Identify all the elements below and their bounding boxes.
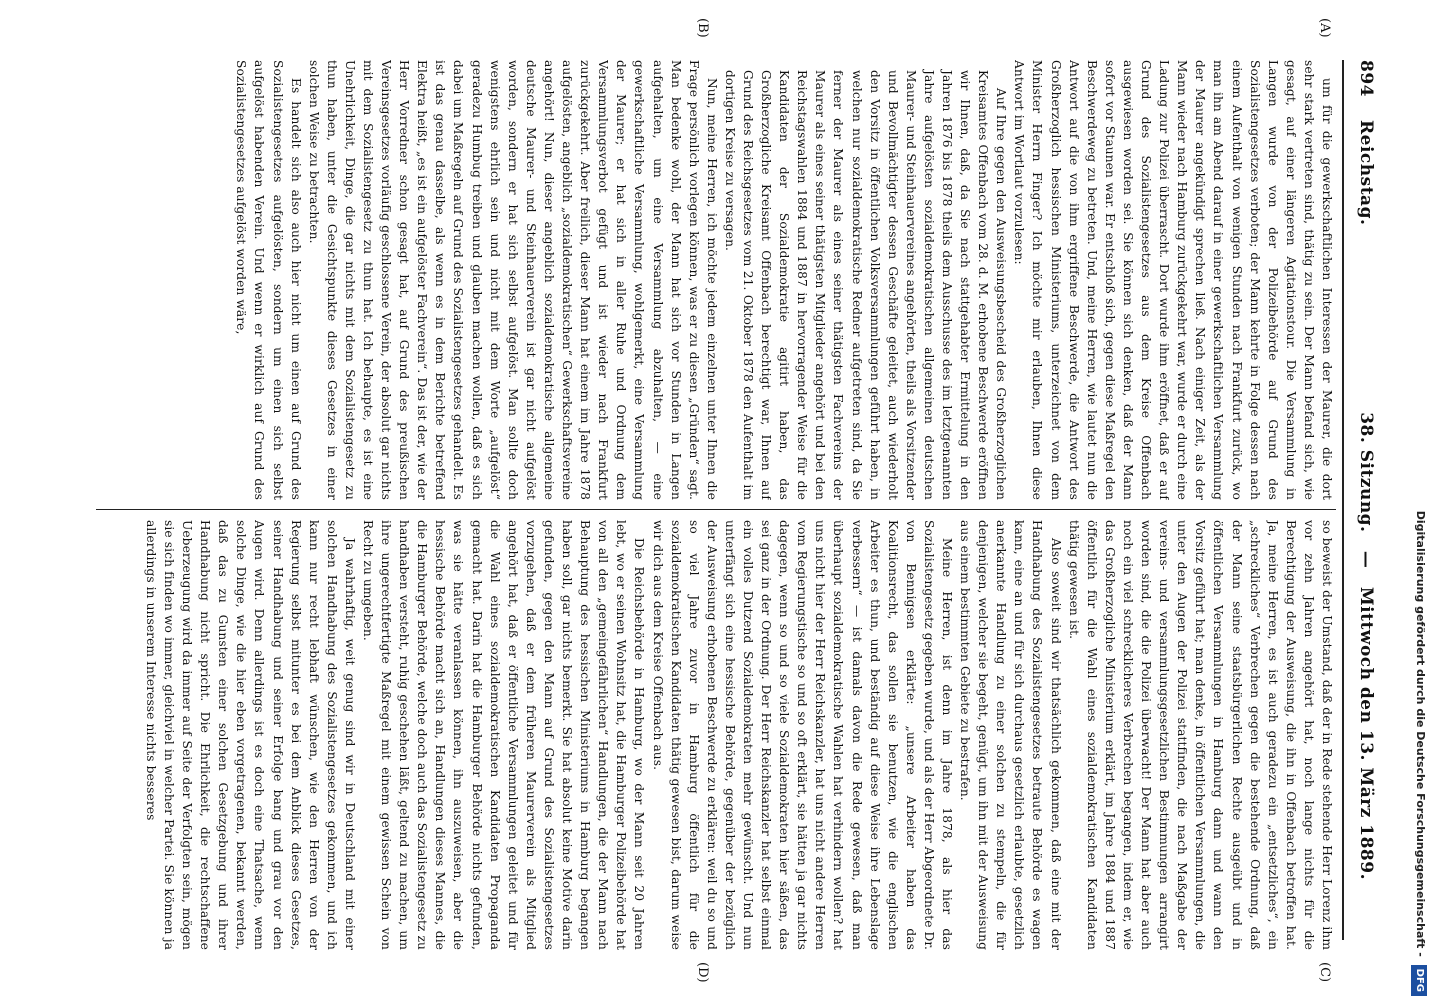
margin-marker-d: (D) xyxy=(695,962,710,983)
dfg-banner-text: Digitalisierung gefördert durch die Deutsche Forschungsgemeinschaft - xyxy=(1414,510,1427,957)
paragraph: Also soweit sind wir thatsächlich gekommen, daß eine mit der Handhabung des Sozialistengesetzes betraute Behörde es wagen kann, eine an und für sich durchaus gesetzlich erlaubte, gesetzlich anerkannte Handlung zu einer solchen zu stempeln, die für denjenigen, welcher sie begeht, genügt, um ihn mit der Ausweisung aus einem bestimmten Gebiete zu bestrafen. xyxy=(958,520,1063,950)
dfg-logo: DFG xyxy=(1411,965,1427,996)
margin-marker-c: (C) xyxy=(1317,962,1332,983)
header-date: Mittwoch den 13. März 1889. xyxy=(1356,586,1376,880)
paragraph: Ja wahrhaftig, weit genug sind wir in Deutschland mit einer solchen Handhabung des Sozialistengesetzes gekommen, und ich kann nur recht lebhaft wünschen, wie den Herren von der Regierung selbst mitunter es bei dem Anblick dieses Gesetzes, seiner Handhabung und seiner Erfolge bang und grau vor den Augen wird. Denn allerdings ist es doch eine Thatsache, wenn solche Dinge, wie die hier eben vorgetragenen, bekannt werden, daß das zu Gunsten einer solchen Gesetzgebung und ihrer Handhabung nicht spricht. Die Ehrlichkeit, die rechtschaffene Ueberzeugung wird da immer auf Seite der Verfolgten sein, mögen sie sich finden wo immer, gleichviel in welcher Partei. Sie können ja allerdings in unserem Interesse nichts besseres xyxy=(143,520,357,950)
paragraph: Nun, meine Herren, ich möchte jedem einzelnen unter Ihnen die Frage persönlich vorlegen können, was er zu diesen „Gründen“ sagt. Man bedenke wohl, der Mann hat sich vor Stunden in Langen aufgehalten, um eine Versammlung abzuhalten, — eine gewerkschaftliche Versammlung, wohlgemerkt, eine Versammlung der Maurer; er hat sich in aller Ruhe und Ordnung dem Versammlungsverbot gefügt und ist wieder nach Frankfurt zurückgekehrt. Aber freilich, dieser Mann hat einem im Jahre 1878 aufgelösten, angeblich „sozialdemokratischen“ Gewerkschaftsvereine angehört! Nun, dieser angeblich sozialdemokratische allgemeine deutsche Maurer- und Steinhauerverein ist gar nicht aufgelöst worden, sondern er hat sich selbst aufgelöst. Man sollte doch wenigstens ehrlich sein und nicht mit dem Worte „aufgelöst“ geradezu Humbug treiben und glauben machen wollen, daß es sich dabei um Maßregeln auf Grund des Sozialistengesetzes gehandelt. Es ist das genau dasselbe, als wenn es in dem Berichte betreffend Elektra heißt, „es ist ein aufgelöster Fachverein“. Das ist der, wie der Herr Vorredner schon gesagt hat, auf Grund des preußischen Vereinsgesetzes vorläufig geschlossene Verein, der absolut gar nichts mit dem Sozialistengesetz zu thun hat. Ich behaupte, es ist eine Unehrlichkeit, Dinge, die gar nichts mit dem Sozialistengesetz zu thun haben, unter die Gesichtspunkte dieses Gesetzes in einer solchen Weise zu betrachten. xyxy=(306,60,719,500)
right-column xyxy=(86,520,1336,950)
header-rule xyxy=(1342,60,1344,940)
dfg-banner xyxy=(1410,6,1430,996)
page-header xyxy=(1344,60,1384,940)
page-number: 894 xyxy=(1356,60,1376,97)
paragraph: Auf Ihre gegen den Ausweisungsbescheid des Großherzoglichen Kreisamtes Offenbach vom 28. d. M. erhobene Beschwerde eröffnen wir Ihnen, daß, da Sie nach stattgehabter Ermittelung in den Jahren 1876 bis 1878 theils dem Ausschusse des im letztgenannten Jahre aufgelösten sozialdemokratischen allgemeinen deutschen Maurer- und Steinhauervereines angehörten, theils als Vorsitzender und Bevollmächtigter dessen Geschäfte geleitet, auch wiederholt den Vorsitz in öffentlichen Volksversammlungen geführt haben, in welchen nur sozialdemokratische Redner aufgetreten sind, da Sie ferner der Maurer als eines seiner thätigsten Fachvereins der Maurer als eines seiner thätigsten Mitglieder angehört und bei den Reichstagswahlen 1884 und 1887 in hervorragender Weise für die Kandidaten der Sozialdemokratie agitirt haben, das Großherzogliche Kreisamt Offenbach berechtigt war, Ihnen auf Grund des Reichsgesetzes vom 21. Oktober 1878 den Aufenthalt im dortigen Kreise zu versagen. xyxy=(722,70,1009,500)
paragraph: um für die gewerkschaftlichen Interessen der Maurer, die dort sehr stark vertreten sind, thätig zu sein. Der Mann befand sich, wie gesagt, auf einer längeren Agitationstour. Die Versammlung in Langen wurde von der Polizeibehörde auf Grund des Sozialistengesetzes verboten; der Mann kehrte in Folge dessen nach einem Aufenthalt von wenigen Stunden nach Frankfurt zurück, wo man ihn am Abend darauf in einer gewerkschaftlichen Versammlung der Maurer angekündigt sprechen ließ. Nach einiger Zeit, als der Mann wieder nach Hamburg zurückgekehrt war, wurde er durch eine Ladung zur Polizei überrascht. Dort wurde ihm eröffnet, daß er auf Grund des Sozialistengesetzes aus dem Kreise Offenbach ausgewiesen worden sei. Sie können sich denken, daß der Mann sofort vor Staunen war. Er entschloß sich, gegen diese Maßregel den Beschwerdeweg zu betreten. Und, meine Herren, wie lautet nun die Antwort auf die von ihm ergriffene Beschwerde, die Antwort des Großherzoglich hessischen Ministeriums, unterzeichnet von dem Minister Herrn Finger? Ich möchte mir erlauben, Ihnen diese Antwort im Wortlaut vorzulesen: xyxy=(1012,60,1334,500)
paragraph: Meine Herren, ist denn im Jahre 1878, als hier das Sozialistengesetz gegeben wurde, und als der Herr Abgeordnete Dr. von Bennigsen erklärte: „unsere Arbeiter haben das Koalitionsrecht, das sollen sie benutzen, wie die englischen Arbeiter es thun, und beständig auf diese Weise ihre Lebenslage verbessern“ — ist damals davon die Rede gewesen, daß man überhaupt sozialdemokratische Wahlen hat verhindern wollen? hat uns nicht hier der Herr Reichskanzler, hat uns nicht andere Herren vom Regierungstische so und so oft erklärt, sie hätten ja gar nichts dagegen, wenn so und so viele Sozialdemokraten hier säßen, das sei ganz in der Ordnung. Der Herr Reichskanzler hat selbst einmal ein volles Dutzend Sozialdemokraten mehr gewünscht. Und nun unterfängt sich eine hessische Behörde, gegenüber der bezüglich der Ausweisung erhobenen Beschwerde zu erklären: weil du so und so viel Jahre zuvor in Hamburg öffentlich für die sozialdemokratischen Kandidaten thätig gewesen bist, darum weise wir dich aus dem Kreise Offenbach aus. xyxy=(650,520,955,950)
header-left-title: Reichstag. xyxy=(1356,120,1376,226)
paragraph: Die Reichsbehörde in Hamburg, wo der Mann seit 20 Jahren lebt, wo er seinen Wohnsitz hat, die Hamburger Polizeibehörde hat von all den „gemeingefährlichen“ Handlungen, die der Mann nach Behauptung des hessischen Ministeriums in Hamburg begangen haben soll, gar nichts bemerkt. Sie hat absolut keine Motive darin gefunden, gegen den Mann auf Grund des Sozialistengesetzes vorzugehen, daß er dem früheren Maurerverein als Mitglied angehört hat, daß er öffentliche Versammlungen geleitet und für die Wahl eines sozialdemokratischen Kandidaten Propaganda gemacht hat. Darin hat die Hamburger Behörde nichts gefunden, was sie hätte veranlassen können, ihn auszuweisen, aber die hessische Behörde macht sich an, Handlungen dieses Mannes, die die Hamburger Behörde, welche doch auch das Sozialistengesetz zu handhaben versteht, ruhig geschehen läßt, geltend zu machen, um ihre ungerechtfertigte Maßregel mit einem gewissen Schein von Recht zu umgeben. xyxy=(361,520,647,950)
left-column xyxy=(86,60,1336,500)
header-title xyxy=(1356,60,1376,940)
header-session: 38. Sitzung. xyxy=(1356,412,1376,533)
paragraph: Es handelt sich also auch hier nicht um einen auf Grund des Sozialistengesetzes aufgelösten, sondern um einen sich selbst aufgelöst habenden Verein. Und wenn er wirklich auf Grund des Sozialistengesetzes aufgelöst worden wäre, xyxy=(234,60,303,500)
paragraph: so beweist der Umstand, daß der in Rede stehende Herr Lorenz ihm vor zehn Jahren angehört hat, noch lange nichts für die Berechtigung der Ausweisung, die ihn in Offenbach betroffen hat. Ja, meine Herren, es ist auch geradezu ein „entsetzliches“, ein „schreckliches“ Verbrechen gegen die bestehende Ordnung, daß der Mann seine staatsbürgerlichen Rechte ausgeübt und in öffentlichen Versammlungen in Hamburg dann und wann den Vorsitz geführt hat; man denke, in öffentlichen Versammlungen, die unter den Augen der Polizei stattfinden, die nach Maßgabe der vereins- und versammlungsgesetzlichen Bestimmungen arrangirt worden sind, die die Polizei überwacht! Der Mann hat aber auch noch ein viel schrecklicheres Verbrechen begangen, indem er, wie das Großherzogliche Ministerium erklärt, im Jahre 1884 und 1887 öffentlich für die Wahl eines sozialdemokratischen Kandidaten thätig gewesen ist. xyxy=(1066,520,1334,950)
margin-marker-a: (A) xyxy=(1317,18,1332,38)
column-divider xyxy=(96,509,1336,510)
margin-marker-b: (B) xyxy=(695,18,710,38)
header-dash: — xyxy=(1356,550,1376,569)
